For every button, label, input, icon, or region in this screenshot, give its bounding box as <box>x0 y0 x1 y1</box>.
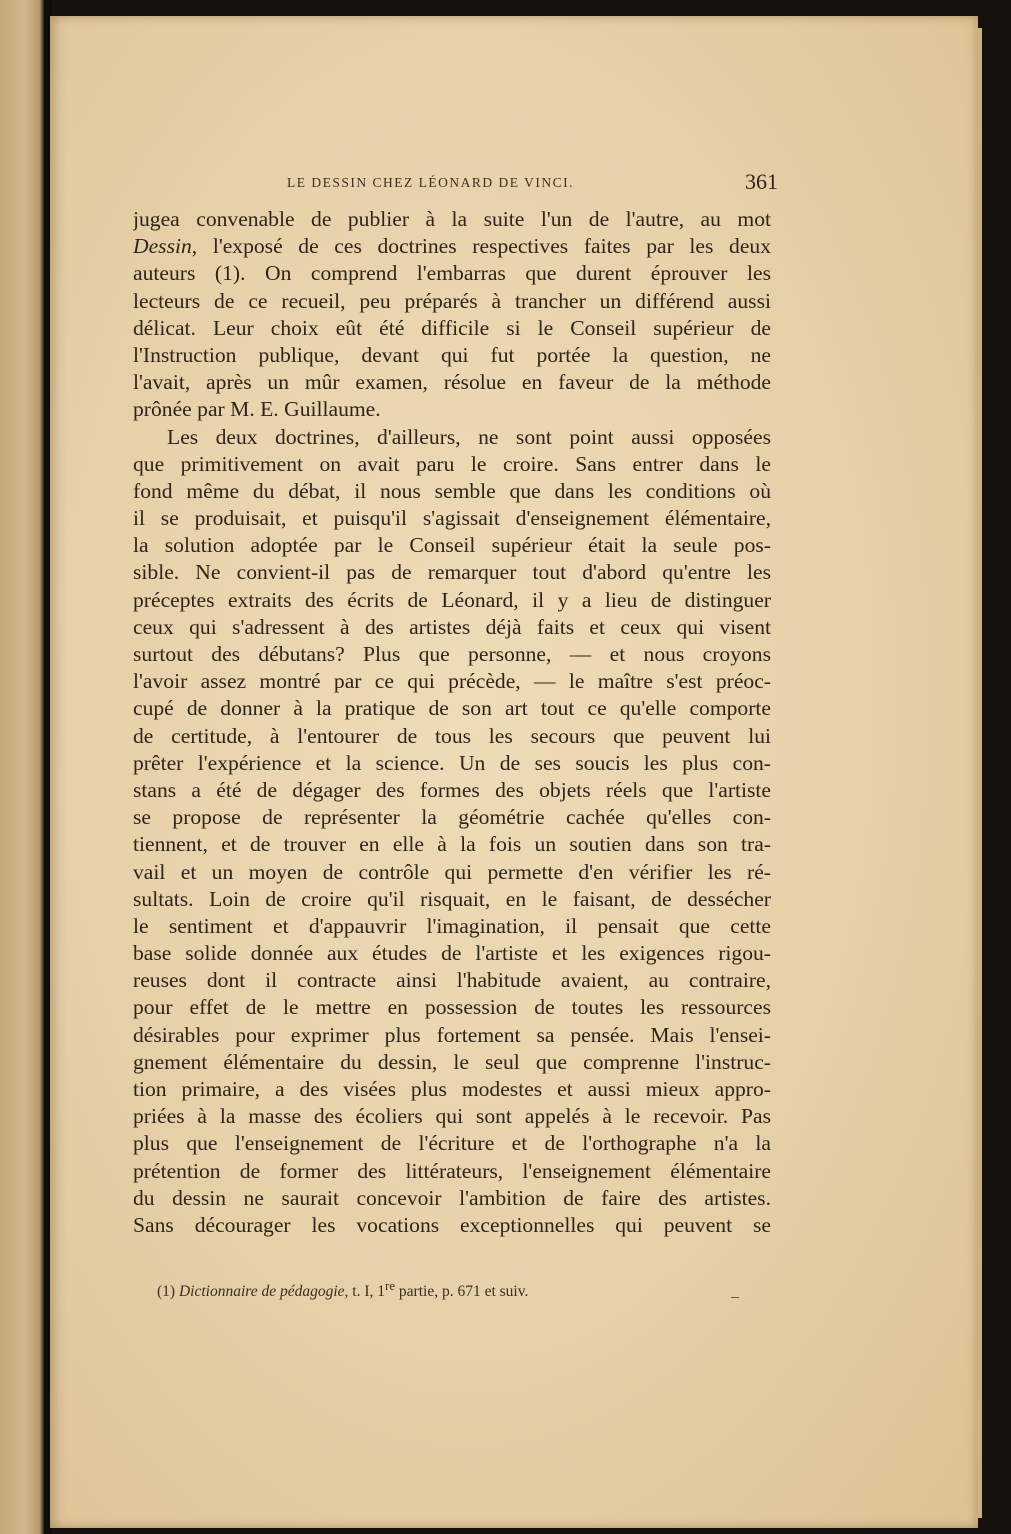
text-line: prônée par M. E. Guillaume. <box>133 397 381 422</box>
text-line: jugea convenable de publier à la suite l'un de l'autre, au mot <box>133 207 771 231</box>
facing-page-edge <box>0 0 44 1534</box>
text-line: il se produisait, et puisqu'il s'agissait d'enseignement élémentaire, <box>133 506 771 531</box>
text-line: plus que l'enseignement de l'écriture et de l'orthographe n'a la <box>133 1131 771 1156</box>
text-line: la solution adoptée par le Conseil supérieur était la seule pos- <box>133 533 771 558</box>
text-line: ceux qui s'adressent à des artistes déjà faits et ceux qui visent <box>133 614 771 639</box>
text-line: surtout des débutans? Plus que personne, — et nous croyons <box>133 642 771 666</box>
italic-term: Dessin <box>133 234 192 259</box>
footnote-superscript: re <box>385 1278 396 1293</box>
text-line: fond même du débat, il nous semble que dans les conditions où <box>133 478 771 503</box>
text-line: du dessin ne saurait concevoir l'ambition de faire des artistes. <box>133 1185 771 1210</box>
text-line: tion primaire, a des visées plus modestes et aussi mieux appro- <box>133 1077 771 1101</box>
text-line: se propose de représenter la géométrie cachée qu'elles con- <box>133 805 771 830</box>
text-line: gnement élémentaire du dessin, le seul que comprenne l'instruc- <box>133 1049 771 1074</box>
text-line: cupé de donner à la pratique de son art tout ce qu'elle comporte <box>133 696 771 721</box>
text-line: lecteurs de ce recueil, peu préparés à trancher un différend aussi <box>133 288 771 313</box>
text-line: base solide donnée aux études de l'artiste et les exigences rigou- <box>133 941 771 966</box>
text-line: de certitude, à l'entourer de tous les secours que peuvent lui <box>133 723 771 748</box>
text-line: l'Instruction publique, devant qui fut portée la question, ne <box>133 342 771 367</box>
footnote <box>157 1278 757 1301</box>
text-line: l'avoir assez montré par ce qui précède, — le maître s'est préoc- <box>133 669 771 694</box>
footnote-title: Dictionnaire de pédagogie <box>178 1283 345 1301</box>
text-line: l'avait, après un mûr examen, résolue en faveur de la méthode <box>133 370 771 395</box>
running-header <box>133 166 778 200</box>
text-line: Sans décourager les vocations exceptionnelles qui peuvent se <box>133 1212 771 1237</box>
text-line: Les deux doctrines, d'ailleurs, ne sont point aussi opposées <box>167 424 771 449</box>
footnote-marker: (1) <box>157 1283 176 1301</box>
text-line <box>133 233 771 260</box>
text-line: priées à la masse des écoliers qui sont appelés à le recevoir. Pas <box>133 1104 771 1129</box>
text-line: délicat. Leur choix eût été difficile si le Conseil supérieur de <box>133 315 771 340</box>
text-line-rest: , l'exposé de ces doctrines respectives faites par les deux <box>191 234 771 259</box>
text-line: pour effet de le mettre en possession de toutes les ressources <box>133 995 771 1020</box>
page-number: 361 <box>745 169 778 194</box>
text-line: vail et un moyen de contrôle qui permette d'en vérifier les ré- <box>133 859 771 884</box>
text-line: le sentiment et d'appauvrir l'imagination, il pensait que cette <box>133 913 771 938</box>
text-line: auteurs (1). On comprend l'embarras que durent éprouver les <box>133 261 771 286</box>
body-text <box>133 206 771 1239</box>
text-line: préceptes extraits des écrits de Léonard, il y a lieu de distinguer <box>133 587 771 612</box>
text-line: sible. Ne convient-il pas de remarquer tout d'abord qu'entre les <box>133 560 771 585</box>
text-line: désirables pour exprimer plus fortement sa pensée. Mais l'ensei- <box>133 1022 771 1047</box>
text-line: prétention de former des littérateurs, l'enseignement élémentaire <box>133 1158 771 1183</box>
text-line: reuses dont il contracte ainsi l'habitude avaient, au contraire, <box>133 968 771 993</box>
text-line: sultats. Loin de croire qu'il risquait, en le faisant, de dessécher <box>133 886 771 911</box>
footnote-text: , t. I, 1 <box>344 1283 386 1301</box>
footnote-text-end: partie, p. 671 et suiv. <box>395 1283 529 1301</box>
text-line: que primitivement on avait paru le croire. Sans entrer dans le <box>133 451 771 476</box>
stray-mark <box>731 1297 739 1298</box>
running-title: LE DESSIN CHEZ LÉONARD DE VINCI. <box>287 175 574 190</box>
text-line: prêter l'expérience et la science. Un de ses soucis les plus con- <box>133 750 771 775</box>
text-line: tiennent, et de trouver en elle à la fois un soutien dans son tra- <box>133 832 771 857</box>
text-line: stans a été de dégager des formes des objets réels que l'artiste <box>133 777 771 802</box>
